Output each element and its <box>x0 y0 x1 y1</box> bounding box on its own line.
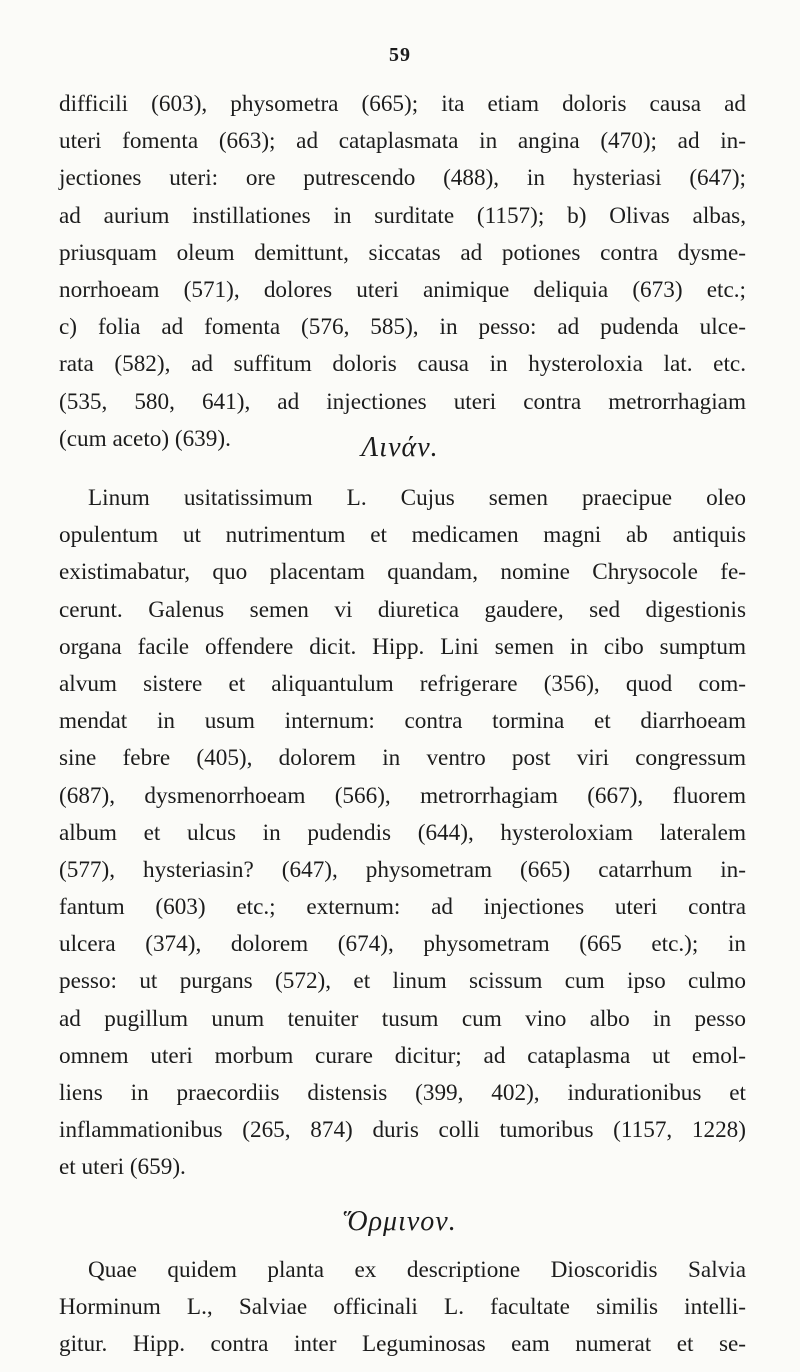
text-line: pesso: ut purgans (572), et linum scissum cum ipso culmo <box>59 968 746 995</box>
text-line: (687), dysmenorrhoeam (566), metrorrhagiam (667), fluorem <box>59 782 746 809</box>
text-line: alvum sistere et aliquantulum refrigerare (356), quod com- <box>59 670 746 697</box>
text-line: cerunt. Galenus semen vi diuretica gaudere, sed digestionis <box>59 596 746 623</box>
page-number: 59 <box>389 44 411 66</box>
text-line: fantum (603) etc.; externum: ad injectiones uteri contra <box>59 894 746 921</box>
text-line: opulentum ut nutrimentum et medicamen magni ab antiquis <box>59 522 746 549</box>
text-line: existimabatur, quo placentam quandam, nomine Chrysocole fe- <box>59 559 746 586</box>
paragraph-linum <box>59 480 746 1187</box>
text-line: jectiones uteri: ore putrescendo (488), in hysteriasi (647); <box>59 165 746 192</box>
text-line: ad pugillum unum tenuiter tusum cum vino albo in pesso <box>59 1005 746 1032</box>
text-line: Linum usitatissimum L. Cujus semen praecipue oleo <box>88 485 746 511</box>
text-line: c) folia ad fomenta (576, 585), in pesso: ad pudenda ulce- <box>59 314 746 341</box>
text-line: liens in praecordiis distensis (399, 402), indurationibus et <box>59 1080 746 1106</box>
text-line: mendat in usum internum: contra tormina et diarrhoeam <box>59 708 746 735</box>
text-line: difficili (603), physometra (665); ita etiam doloris causa ad <box>59 91 746 117</box>
text-line: rata (582), ad suffitum doloris causa in hysteroloxia lat. etc. <box>59 351 746 378</box>
section-heading-linum: Λινάν. <box>361 432 439 463</box>
text-line: organa facile offendere dicit. Hipp. Lini semen in cibo sumptum <box>59 633 746 660</box>
text-line: ad aurium instillationes in surditate (1157); b) Olivas albas, <box>59 202 746 229</box>
text-line: sine febre (405), dolorem in ventro post viri congressum <box>59 745 746 772</box>
text-line: ulcera (374), dolorem (674), physometram (665 etc.); in <box>59 931 746 958</box>
text-line: inflammationibus (265, 874) duris colli tumoribus (1157, 1228) <box>59 1117 746 1144</box>
text-line: gitur. Hipp. contra inter Leguminosas eam numerat et se- <box>59 1331 746 1358</box>
paragraph-horminum <box>59 1252 746 1364</box>
text-line: omnem uteri morbum curare dicitur; ad cataplasma ut emol- <box>59 1042 746 1069</box>
text-line: (535, 580, 641), ad injectiones uteri contra metrorrhagiam <box>59 388 746 415</box>
text-line: uteri fomenta (663); ad cataplasmata in angina (470); ad in- <box>59 128 746 155</box>
text-line: album et ulcus in pudendis (644), hysteroloxiam lateralem <box>59 819 746 846</box>
text-line: et uteri (659). <box>59 1154 186 1181</box>
text-line: (577), hysteriasin? (647), physometram (665) catarrhum in- <box>59 856 746 883</box>
text-line: norrhoeam (571), dolores uteri animique deliquia (673) etc.; <box>59 276 746 303</box>
text-line: (cum aceto) (639). <box>59 425 231 452</box>
text-line: Horminum L., Salviae officinali L. facultate similis intelli- <box>59 1294 746 1321</box>
text-line: priusquam oleum demittunt, siccatas ad potiones contra dysme- <box>59 239 746 266</box>
section-heading-horminum: Ὅρμινον. <box>343 1206 457 1237</box>
paragraph-olive <box>59 86 746 458</box>
text-line: Quae quidem planta ex descriptione Dioscoridis Salvia <box>88 1257 746 1283</box>
